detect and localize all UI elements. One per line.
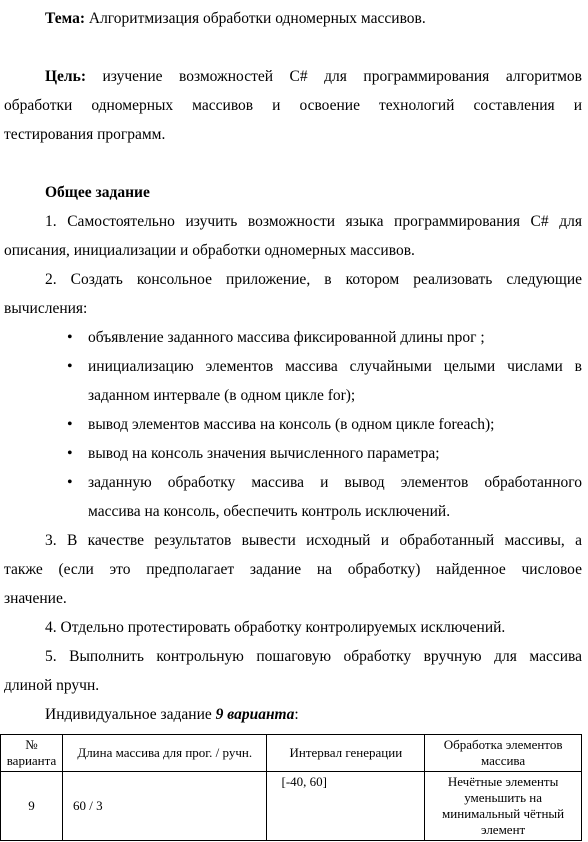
bullet-item: • объявление заданного массива фиксированной длины nрог ; [4, 323, 582, 352]
general-item-1: 1. Самостоятельно изучить возможности языка программирования C# для описания, инициализации и обработки одномерных массивов. [4, 213, 582, 259]
goal-paragraph: Цель: изучение возможностей C# для программирования алгоритмов обработки одномерных массивов и освоение технологий составления и тестирования программ. [4, 68, 582, 143]
general-item-4: 4. Отдельно протестировать обработку контролируемых исключений. [45, 619, 506, 636]
table-row [1, 772, 582, 841]
bullet-item: • инициализацию элементов массива случайными целыми числами в заданном интервале (в одном цикле for); [4, 352, 582, 410]
table-header-cell: № варианта [1, 735, 63, 772]
general-item-5: 5. Выполнить контрольную пошаговую обработку вручную для массива длиной nручн. [4, 648, 582, 694]
table-header-cell: Обработка элементов массива [425, 735, 582, 772]
bullet-item: • вывод элементов массива на консоль (в одном цикле foreach); [4, 410, 582, 439]
goal-label: Цель: [45, 68, 86, 85]
topic-text: Алгоритмизация обработки одномерных массивов. [85, 10, 426, 27]
general-heading: Общее задание [45, 184, 150, 201]
table-cell: 60 / 3 [62, 772, 267, 841]
table-header-cell: Интервал генерации [267, 735, 425, 772]
task-bullet-list [4, 323, 582, 526]
variant-emphasis: 9 варианта [215, 706, 295, 723]
table-cell: [-40, 60] [267, 772, 425, 841]
topic-label: Тема: [45, 10, 85, 27]
topic-line [4, 0, 582, 33]
table-header-cell: Длина массива для прог. / ручн. [62, 735, 267, 772]
table-cell: Нечётные элементы уменьшить на минимальный чётный элемент [425, 772, 582, 841]
general-item-2: 2. Создать консольное приложение, в котором реализовать следующие вычисления: [4, 271, 582, 317]
variant-table [0, 734, 582, 841]
bullet-item: • заданную обработку массива и вывод элементов обработанного массива на консоль, обеспечить контроль исключений. [4, 468, 582, 526]
bullet-item: • вывод на консоль значения вычисленного параметра; [4, 439, 582, 468]
table-header-row [1, 735, 582, 772]
table-cell: 9 [1, 772, 63, 841]
general-item-3: 3. В качестве результатов вывести исходный и обработанный массивы, а также (если это предполагает задание на обработку) найденное числовое значение. [4, 532, 582, 607]
individual-task-line: Индивидуальное задание 9 варианта: [45, 706, 299, 723]
